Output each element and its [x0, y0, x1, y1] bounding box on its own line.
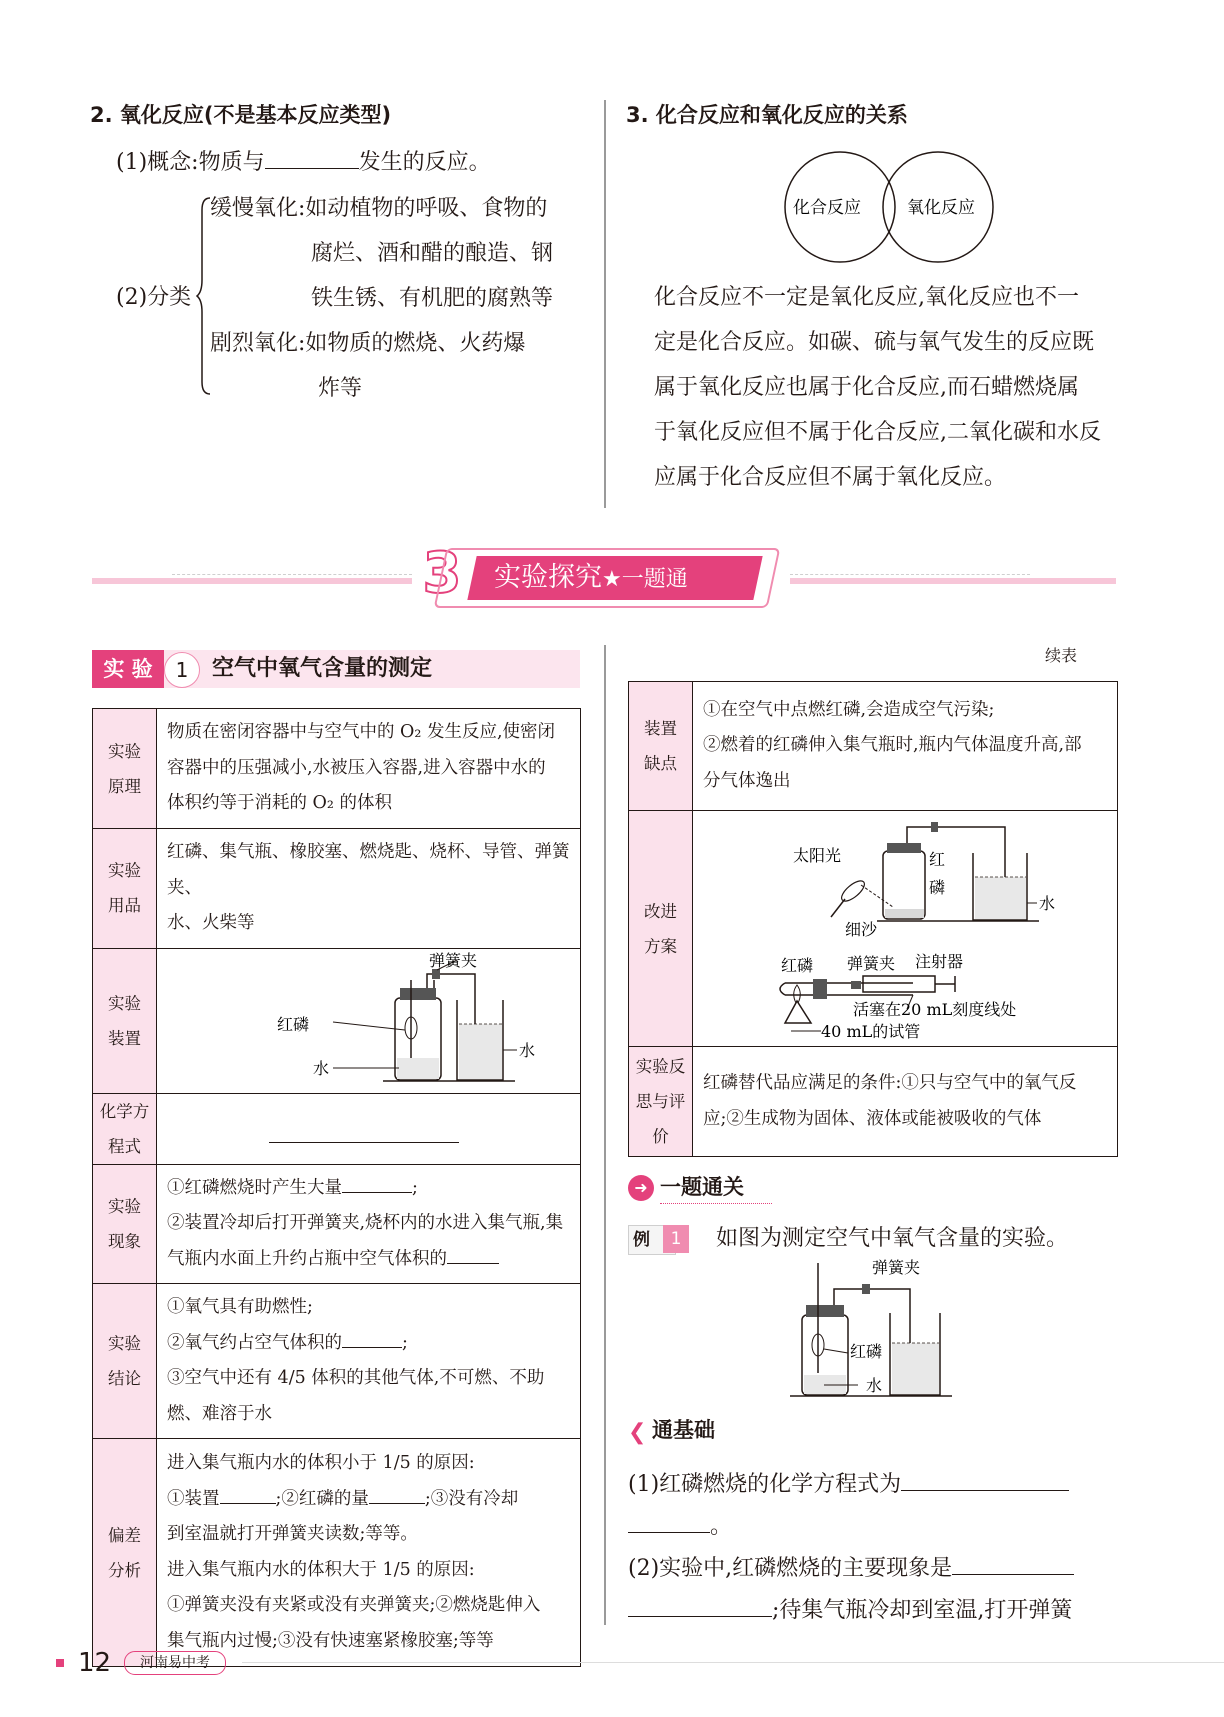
question-2: (2)实验中,红磷燃烧的主要现象是	[628, 1546, 1074, 1591]
classify-label: (2)分类	[116, 285, 192, 310]
label-phos: 红磷	[781, 955, 814, 975]
section-2-title: 2. 氧化反应(不是基本反应类型)	[90, 103, 392, 127]
label-syringe: 注射器	[915, 951, 964, 971]
principle-header: 实验原理	[93, 709, 157, 829]
column-divider-top	[604, 100, 606, 508]
improve-cell	[693, 811, 1118, 1047]
defect-header: 装置缺点	[629, 682, 693, 811]
question-1-continued: 。	[628, 1504, 732, 1549]
arrow-icon: ➜	[628, 1175, 654, 1201]
row-equation	[93, 1093, 581, 1164]
experiment-number: 1	[164, 652, 200, 688]
basic-heading: 通基础	[652, 1418, 715, 1442]
slow-oxidation-line-3: 铁生锈、有机肥的腐熟等	[311, 286, 554, 311]
label-phos-2: 磷	[929, 877, 946, 897]
equation-header: 化学方程式	[93, 1093, 157, 1164]
banner-rule-right	[790, 578, 1116, 584]
example-label-water: 水	[866, 1376, 883, 1395]
experiment-table	[92, 708, 581, 1667]
row-reflection	[629, 1047, 1118, 1157]
phenomenon-blank-2[interactable]	[447, 1245, 499, 1264]
label-spring-clamp: 弹簧夹	[847, 953, 896, 973]
reflect-header: 实验反思与评价	[629, 1047, 693, 1157]
example-label-phosphorus: 红磷	[850, 1342, 883, 1361]
relation-para-3: 属于氧化反应也属于化合反应,而石蜡燃烧属	[654, 375, 1079, 400]
example-text: 如图为测定空气中氧气含量的实验。	[716, 1226, 1069, 1251]
phenomenon-cell: ①红磷燃烧时产生大量 ; ②装置冷却后打开弹簧夹,烧杯内的水进入集气瓶,集 气瓶内水面上升约占瓶中空气体积的	[157, 1164, 581, 1284]
label-water: 水	[1039, 893, 1056, 913]
section-3-title: 3. 化合反应和氧化反应的关系	[626, 103, 908, 127]
example-label-clamp: 弹簧夹	[872, 1258, 921, 1277]
label-sand: 细沙	[845, 919, 878, 939]
error-blank-amount[interactable]	[369, 1485, 425, 1504]
phenomenon-blank-1[interactable]	[342, 1174, 412, 1193]
venn-diagram	[780, 150, 1000, 270]
page-number: 12	[78, 1648, 112, 1678]
q2-blank-1[interactable]	[952, 1552, 1074, 1575]
reflect-cell: 红磷替代品应满足的条件:①只与空气中的氧气反 应;②生成物为固体、液体或能被吸收的气体	[693, 1047, 1118, 1157]
q2-blank-2[interactable]	[628, 1594, 772, 1617]
experiment-tag: 实 验	[92, 650, 164, 688]
concept-blank[interactable]	[265, 146, 359, 169]
pass-heading: 一题通关	[660, 1175, 744, 1199]
continued-table	[628, 681, 1118, 1157]
relation-para-1: 化合反应不一定是氧化反应,氧化反应也不一	[654, 285, 1079, 310]
apparatus-header: 实验装置	[93, 948, 157, 1093]
label-phosphorus: 红磷	[277, 1014, 310, 1034]
error-cell: 进入集气瓶内水的体积小于 1/5 的原因: ①装置 ;②红磷的量 ;③没有冷却 到室温就打开弹簧夹读数;等等。 进入集气瓶内水的体积大于 1/5 的原因: ①弹簧夹没有夹紧或没有夹弹簧夹;②燃烧匙伸入 集气瓶内过慢;③没有快速塞紧橡胶塞;等等	[157, 1439, 581, 1667]
pass-heading-rule	[660, 1203, 772, 1204]
conclusion-cell: ①氧气具有助燃性; ②氧气约占空气体积的 ; ③空气中还有 4/5 体积的其他气体,不可燃、不助 燃、难溶于水	[157, 1284, 581, 1439]
venn-right-label: 氧化反应	[907, 198, 975, 218]
relation-para-5: 应属于化合反应但不属于氧化反应。	[654, 465, 1007, 490]
row-phenomenon	[93, 1164, 581, 1284]
row-principle	[93, 709, 581, 829]
apparatus-figure	[157, 950, 577, 1092]
label-piston: 活塞在20 mL刻度线处	[853, 999, 1017, 1019]
banner-rule-left	[92, 578, 412, 584]
banner-dash-right	[790, 574, 1030, 575]
phenomenon-header: 实验现象	[93, 1164, 157, 1284]
label-phos-1: 红	[929, 849, 946, 869]
fast-oxidation-line-2: 炸等	[318, 376, 363, 401]
row-supplies	[93, 829, 581, 949]
defect-cell: ①在空气中点燃红磷,会造成空气污染; ②燃着的红磷伸入集气瓶时,瓶内气体温度升高,部 分气体逸出	[693, 682, 1118, 811]
example-tag: 例	[628, 1225, 676, 1255]
label-water-right: 水	[519, 1040, 536, 1060]
label-sunlight: 太阳光	[793, 845, 842, 865]
equation-blank[interactable]	[269, 1124, 459, 1143]
improve-header: 改进方案	[629, 811, 693, 1047]
row-apparatus	[93, 948, 581, 1093]
question-2-continued: ;待集气瓶冷却到室温,打开弹簧	[628, 1588, 1072, 1633]
principle-cell: 物质在密闭容器中与空气中的 O₂ 发生反应,使密闭 容器中的压强减小,水被压入容器,进入容器中水的 体积约等于消耗的 O₂ 的体积	[157, 709, 581, 829]
example-figure	[780, 1255, 1020, 1401]
row-defects	[629, 682, 1118, 811]
row-improvement	[629, 811, 1118, 1047]
apparatus-cell	[157, 948, 581, 1093]
banner-title: 实验探究★一题通	[494, 562, 688, 593]
improvement-figures	[693, 813, 1113, 1045]
relation-para-4: 于氧化反应但不属于化合反应,二氧化碳和水反	[654, 420, 1101, 445]
fast-oxidation-line-1: 剧烈氧化:如物质的燃烧、火药爆	[210, 331, 526, 356]
experiment-title: 空气中氧气含量的测定	[212, 656, 433, 681]
series-badge: 河南易中考	[124, 1651, 226, 1675]
banner-number: 3	[422, 541, 462, 606]
equation-cell	[157, 1093, 581, 1164]
conclusion-blank[interactable]	[342, 1329, 402, 1348]
label-tube: 40 mL的试管	[821, 1021, 921, 1041]
column-divider-bottom	[604, 645, 606, 1625]
venn-left-label: 化合反应	[793, 198, 861, 218]
concept-line: (1)概念:物质与 发生的反应。	[116, 140, 491, 185]
row-error-analysis	[93, 1439, 581, 1667]
relation-para-2: 定是化合反应。如碳、硫与氧气发生的反应既	[654, 330, 1095, 355]
supplies-cell: 红磷、集气瓶、橡胶塞、燃烧匙、烧杯、导管、弹簧夹、 水、火柴等	[157, 829, 581, 949]
chevron-left-icon: ❮	[628, 1420, 647, 1445]
label-water-left: 水	[313, 1058, 330, 1078]
supplies-header: 实验用品	[93, 829, 157, 949]
slow-oxidation-line-1: 缓慢氧化:如动植物的呼吸、食物的	[210, 196, 548, 221]
error-header: 偏差分析	[93, 1439, 157, 1667]
conclusion-header: 实验结论	[93, 1284, 157, 1439]
footer-rule	[242, 1662, 1224, 1663]
question-1: (1)红磷燃烧的化学方程式为	[628, 1462, 1069, 1507]
slow-oxidation-line-2: 腐烂、酒和醋的酿造、钢	[311, 241, 554, 266]
q1-blank-1[interactable]	[901, 1468, 1069, 1491]
continued-label: 续表	[1045, 646, 1078, 665]
banner-dash-left	[172, 574, 412, 575]
label-clamp: 弹簧夹	[429, 950, 478, 970]
error-blank-device[interactable]	[220, 1485, 276, 1504]
example-number: 1	[663, 1225, 689, 1253]
row-conclusion	[93, 1284, 581, 1439]
footer-square-icon	[56, 1659, 64, 1667]
q1-blank-2[interactable]	[628, 1510, 710, 1533]
